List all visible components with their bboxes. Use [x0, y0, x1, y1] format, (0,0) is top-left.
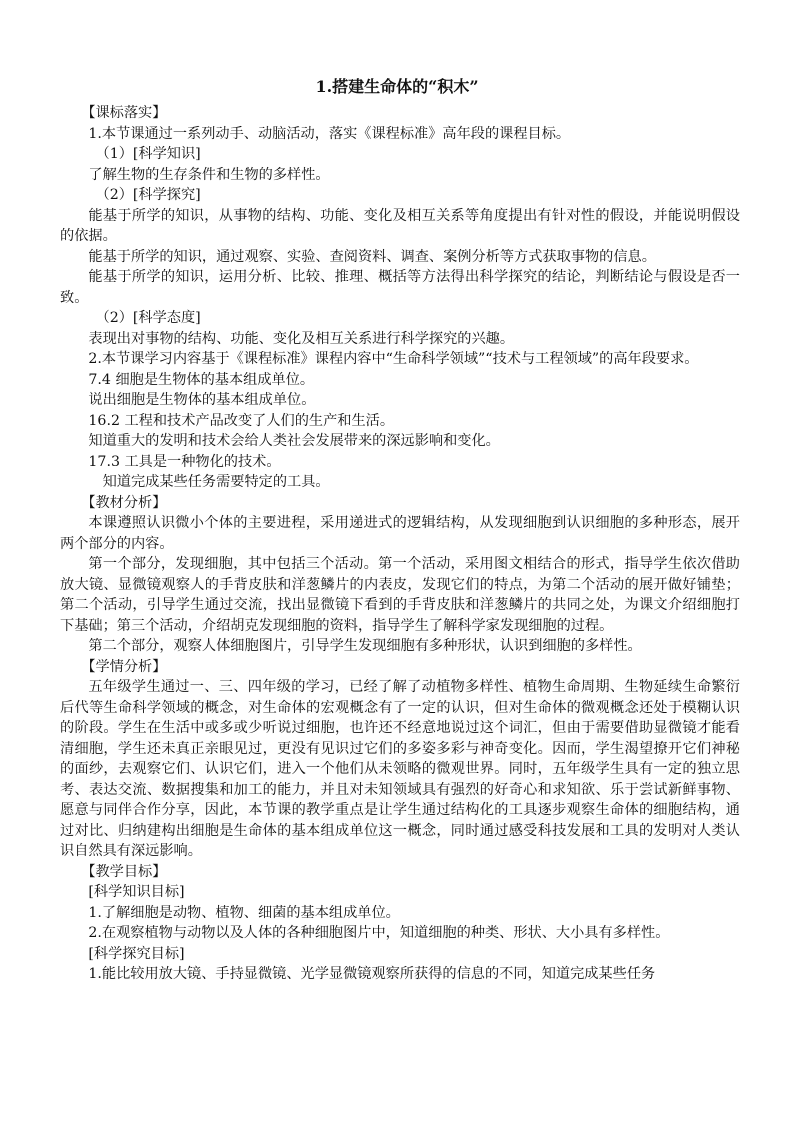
body-paragraph: 表现出对事物的结构、功能、变化及相互关系进行科学探究的兴趣。 — [88, 330, 515, 347]
body-paragraph: （2）[科学探究] — [95, 187, 201, 203]
body-paragraph: 7.4 细胞是生物体的基本组成单位。 — [88, 371, 315, 388]
body-paragraph: 第二个部分，观察人体细胞图片，引导学生发现细胞有多种形状，认识到细胞的多样性。 — [88, 638, 642, 654]
body-paragraph: [科学探究目标] — [88, 945, 185, 962]
body-paragraph: 能基于所学的知识，运用分析、比较、推理、概括等方法得出科学探究的结论，判断结论与假设是否一致。 — [60, 269, 740, 306]
section-heading: 【教材分析】 — [81, 494, 167, 511]
document-body — [60, 103, 740, 985]
body-paragraph: 说出细胞是生物体的基本组成单位。 — [88, 392, 316, 408]
body-paragraph: （1）[科学知识] — [95, 146, 201, 162]
body-paragraph: 2.本节课学习内容基于《课程标准》课程内容中“生命科学领域”“技术与工程领域”的高年段要求。 — [88, 351, 699, 367]
body-paragraph: [科学知识目标] — [88, 884, 185, 900]
body-paragraph: 知道重大的发明和技术会给人类社会发展带来的深远影响和变化。 — [88, 433, 500, 449]
body-paragraph: 五年级学生通过一、三、四年级的学习，已经了解了动植物多样性、植物生命周期、生物延续生命繁衍后代等生命科学领域的概念，对生命体的宏观概念有了一定的认识，但对生命体的微观概念还处于模糊认识的阶段。学生在生活中或多或少听说过细胞，也许还不经意地说过这个词汇，但由于需要借助显微镜才能看清细胞，学生还未真正亲眼见过，更没有见识过它们的多姿多彩与神奇变化。因而，学生渴望撩开它们神秘的面纱，去观察它们、认识它们，进入一个他们从未领略的微观世界。同时，五年级学生具有一定的独立思考、表达交流、数据搜集和加工的能力，并且对未知领域具有强烈的好奇心和求知欲、乐于尝试新鲜事物、愿意与同伴合作分享，因此，本节课的教学重点是让学生通过结构化的工具逐步观察生命体的细胞结构，通过对比、归纳建构出细胞是生命体的基本组成单位这一概念，同时通过感受科技发展和工具的发明对人类认识自然具有深远影响。 — [60, 679, 740, 859]
body-paragraph: 17.3 工具是一种物化的技术。 — [88, 453, 281, 470]
body-paragraph: 第一个部分，发现细胞，其中包括三个活动。第一个活动，采用图文相结合的形式，指导学生依次借助放大镜、显微镜观察人的手背皮肤和洋葱鳞片的内表皮，发现它们的特点，为第二个活动的展开做好铺垫；第二个活动，引导学生通过交流，找出显微镜下看到的手背皮肤和洋葱鳞片的共同之处，为课文介绍细胞打下基础；第三个活动，介绍胡克发现细胞的资料，指导学生了解科学家发现细胞的过程。 — [60, 556, 740, 634]
body-paragraph: 了解生物的生存条件和生物的多样性。 — [88, 166, 330, 183]
section-heading: 【教学目标】 — [81, 863, 167, 880]
body-paragraph: （2）[科学态度] — [95, 310, 201, 326]
body-paragraph: 1.本节课通过一系列动手、动脑活动，落实《课程标准》高年段的课程目标。 — [88, 125, 571, 142]
section-heading: 【学情分析】 — [81, 658, 167, 675]
body-paragraph: 能基于所学的知识，通过观察、实验、查阅资料、调查、案例分析等方式获取事物的信息。 — [88, 248, 656, 265]
body-paragraph: 1.能比较用放大镜、手持显微镜、光学显微镜观察所获得的信息的不同，知道完成某些任务 — [88, 966, 656, 982]
body-paragraph: 16.2 工程和技术产品改变了人们的生产和生活。 — [88, 412, 395, 429]
body-paragraph: 2.在观察植物与动物以及人体的各种细胞图片中，知道细胞的种类、形状、大小具有多样性。 — [88, 925, 670, 941]
body-paragraph: 知道完成某些任务需要特定的工具。 — [102, 474, 330, 490]
page-title: 1.搭建生命体的“积木” — [315, 77, 479, 96]
section-heading: 【课标落实】 — [81, 105, 167, 121]
body-paragraph: 1.了解细胞是动物、植物、细菌的基本组成单位。 — [88, 904, 400, 921]
body-paragraph: 能基于所学的知识，从事物的结构、功能、变化及相互关系等角度提出有针对性的假设，并能说明假设的依据。 — [60, 207, 740, 244]
body-paragraph: 本课遵照认识微小个体的主要进程，采用递进式的逻辑结构，从发现细胞到认识细胞的多种形态，展开两个部分的内容。 — [60, 515, 740, 552]
